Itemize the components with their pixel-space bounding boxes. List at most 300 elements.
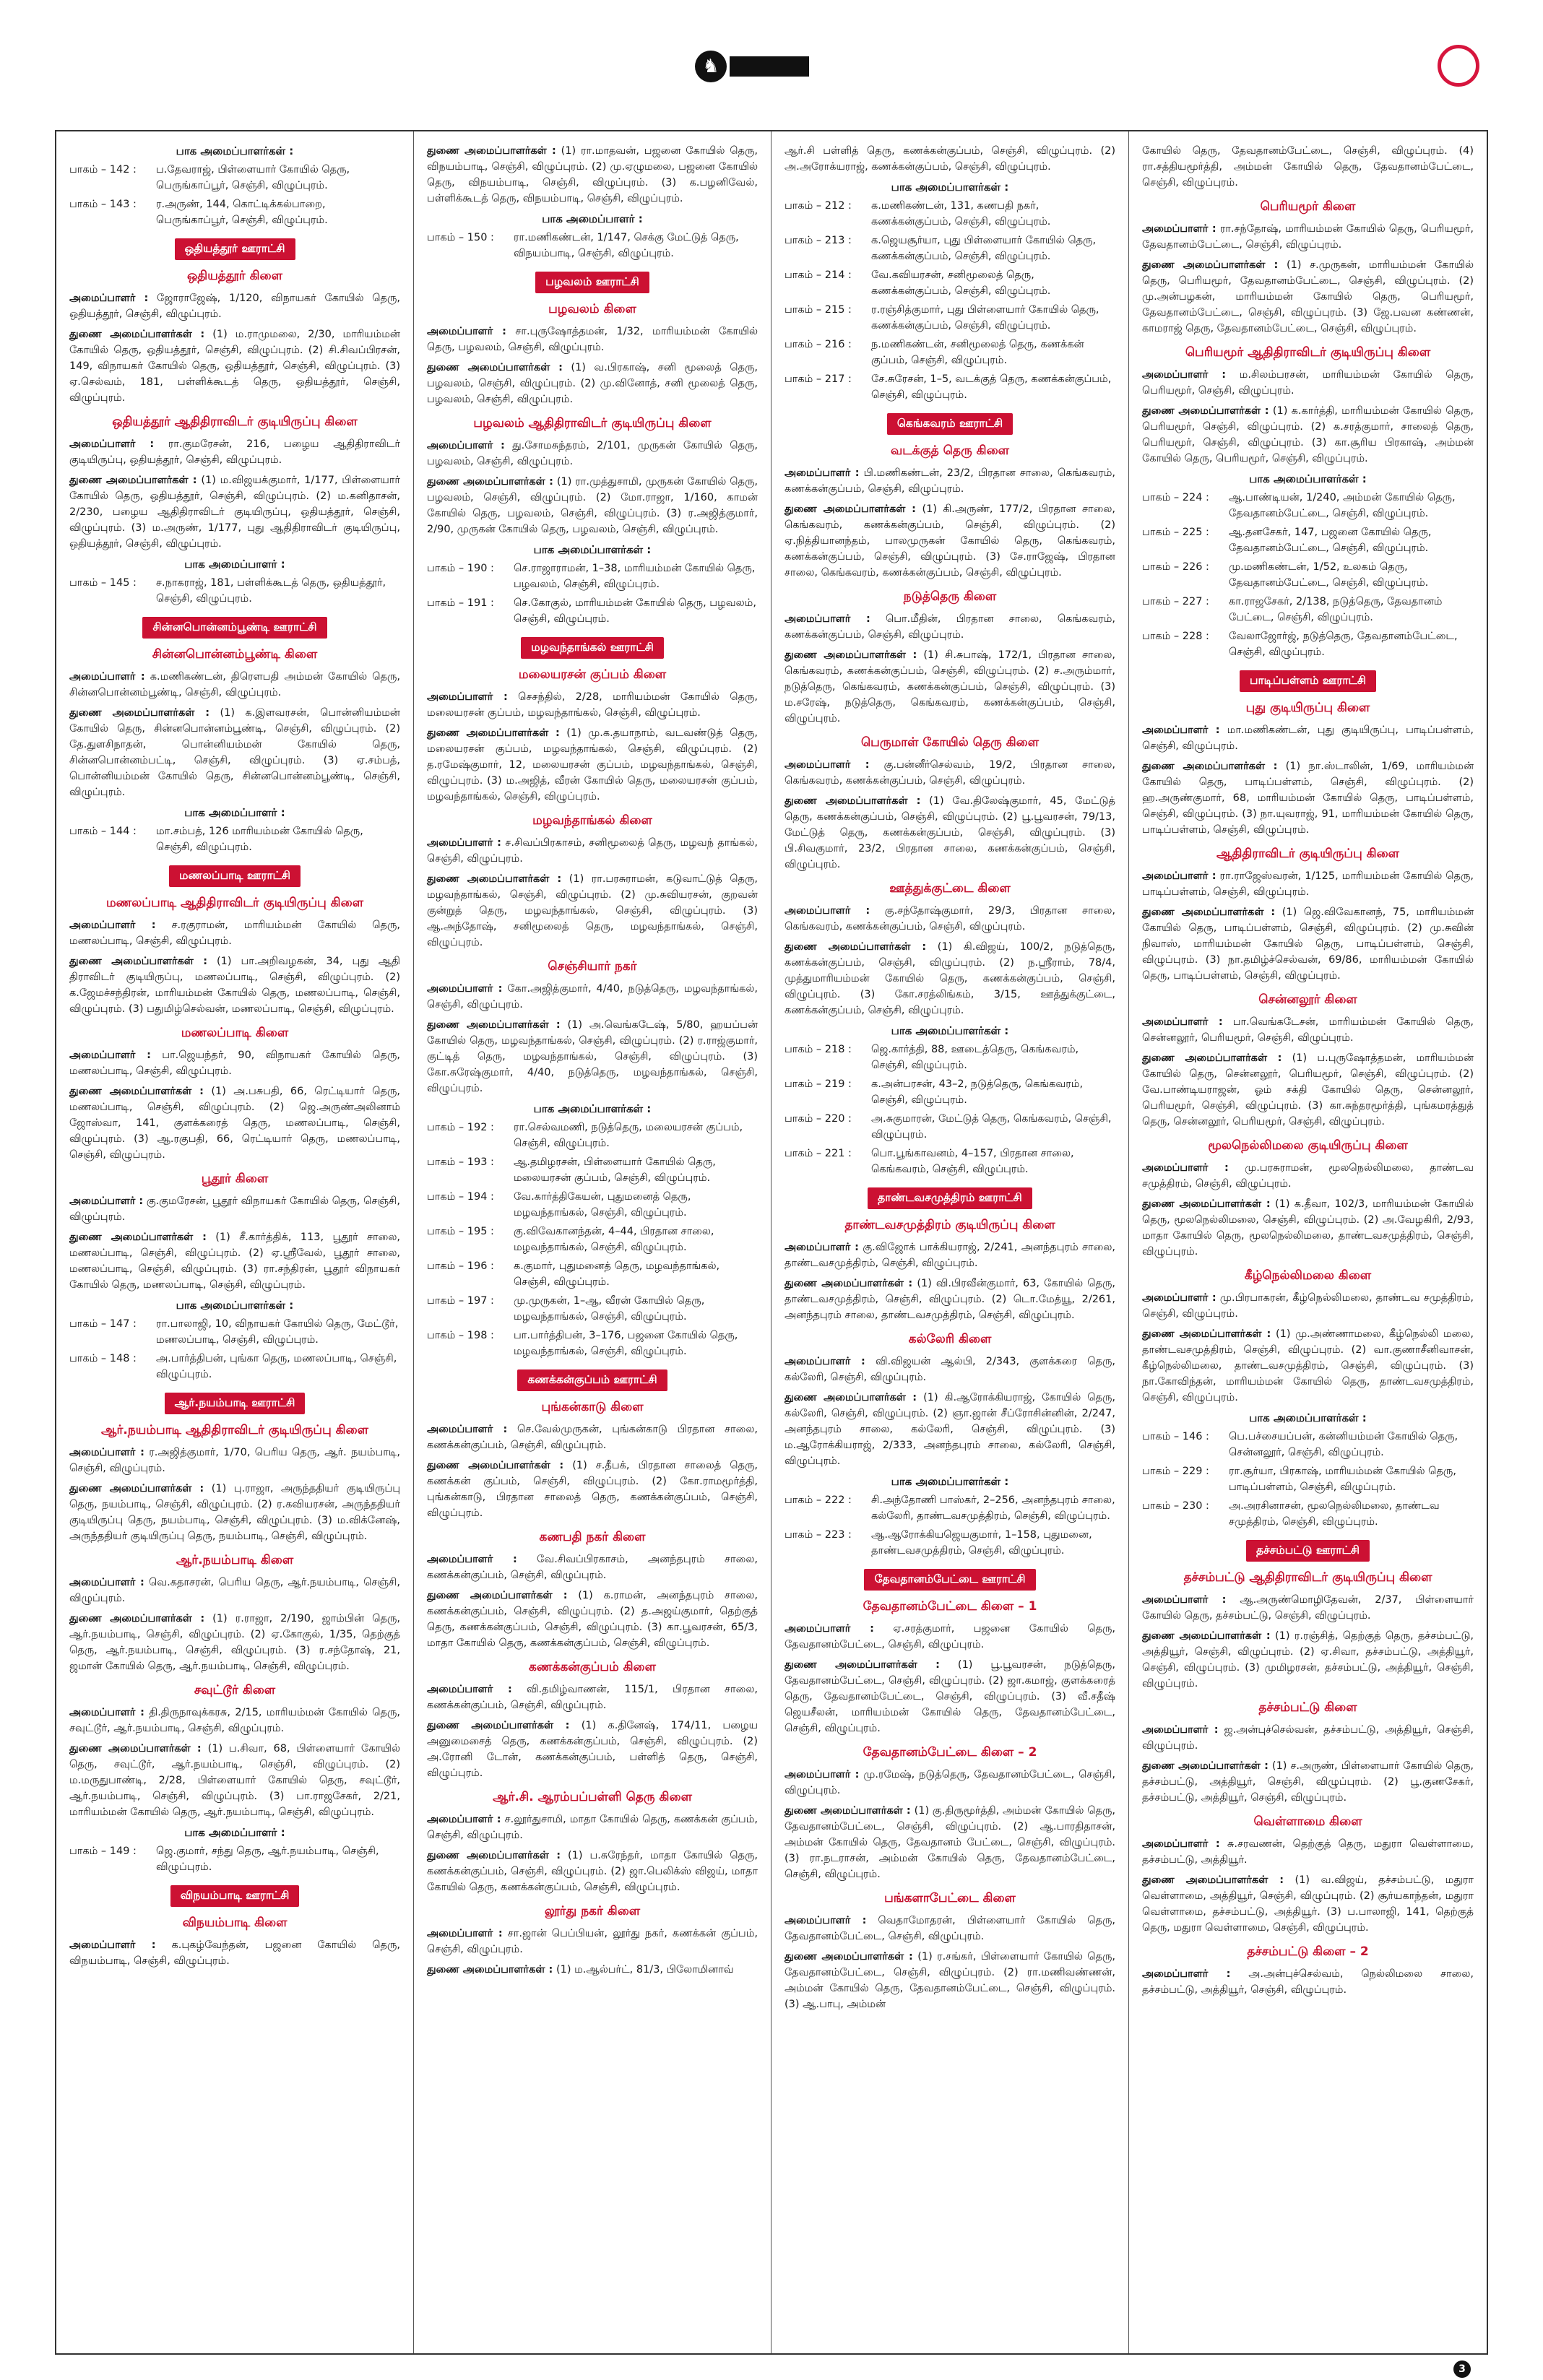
member-entry [69,1481,400,1544]
member-details: (1) ச.முருகன், மாரியம்மன் கோயில் தெரு, பெரியமூர், தேவதானம்பேட்டை, செஞ்சி, விழுப்புரம். (2) மு.அன்பழகன், மாரியம்மன் கோயில் தெரு, பெரியமூர், தேவதானம்பேட்டை, செஞ்சி, விழுப்புரம். (3) ஜே.பவன கண்ணன், காமராஜ் தெரு, தேவதானம்பேட்டை, செஞ்சி, விழுப்புரம். [1142,259,1474,334]
member-entry [1142,403,1474,467]
part-number: பாகம் – 145 : [69,577,137,589]
member-entry [427,438,758,469]
part-row [427,1224,758,1255]
village-heading-label: பழவலம் ஊராட்சி [535,272,649,293]
part-row [785,1527,1115,1559]
part-details: பா.பார்த்திபன், 3–176, பஜனை கோயில் தெரு, மழவந்தாங்கல், செஞ்சி, விழுப்புரம். [514,1330,738,1357]
role-label: துணை அமைப்பாளர்கள் : [1142,1052,1282,1064]
village-heading-label: பாடிப்பள்ளம் ஊராட்சி [1240,670,1376,692]
member-entry [427,1552,758,1583]
part-number: பாகம் – 190 : [427,563,494,574]
member-details: வெதாமோதரன், பிள்ளையார் கோயில் தெரு, தேவதானம்பேட்டை, செஞ்சி, விழுப்புரம். [785,1915,1115,1942]
village-heading [785,1187,1115,1209]
part-number: பாகம் – 226 : [1142,561,1209,573]
part-number: பாகம் – 223 : [785,1529,852,1541]
member-entry [785,1657,1115,1736]
member-details: ஆர்.சி பள்ளித் தெரு, கணக்கன்குப்பம், செஞ்சி, விழுப்புரம். (2) அ.அரோக்யராஜ், கணக்கன்குப்பம், செஞ்சி, விழுப்புரம். [785,145,1115,173]
member-entry [427,689,758,721]
part-number: பாகம் – 144 : [69,826,137,837]
corner-ring-icon [1438,45,1479,87]
member-entry [785,1913,1115,1944]
member-entry [69,917,400,949]
member-entry [785,793,1115,873]
member-entry [785,1354,1115,1385]
member-entry [1142,257,1474,337]
role-label: அமைப்பாளர் : [427,440,505,451]
role-label: துணை அமைப்பாளர்கள் : [427,1850,561,1861]
part-details: செ.கோகுல், மாரியம்மன் கோயில் தெரு, பழவலம், செஞ்சி, விழுப்புரம். [514,597,756,625]
part-row [785,198,1115,230]
member-entry [1142,1836,1474,1868]
part-number: பாகம் – 222 : [785,1494,852,1506]
column-2 [414,131,772,2353]
member-entry [427,1017,758,1096]
member-entry [785,611,1115,643]
part-details: க.அன்பரசன், 43–2, நடுத்தெரு, கெங்கவரம், செஞ்சி, விழுப்புரம். [871,1078,1084,1106]
part-row [69,1316,400,1348]
role-label: அமைப்பாளர் : [785,905,870,917]
member-details: (1) பூ.பூவரசன், நடுத்தெரு, தேவதானம்பேட்டை, செஞ்சி, விழுப்புரம். (2) ஜா.கமாஜ், குளக்கரைத் தெரு, தேவதானம்பேட்டை, செஞ்சி, விழுப்புரம். (3) வீ.சதீஷ் ஜெயசீலன், மாரியம்மன் கோயில் தெரு, தேவதானம்பேட்டை, செஞ்சி, விழுப்புரம். [785,1659,1115,1734]
section-subheading: பாக அமைப்பாளர்கள் : [176,144,294,157]
member-entry [69,705,400,800]
section-subheading: பாக அமைப்பாளர் : [184,558,285,571]
village-heading-label: தாண்டவசமுத்திரம் ஊராட்சி [868,1187,1032,1209]
village-heading [69,1393,400,1414]
member-entry [427,1682,758,1713]
part-details: ரா.பாலாஜி, 10, விநாயகர் கோயில் தெரு, மேட்டூர், மணலப்பாடி, செஞ்சி, விழுப்புரம். [156,1318,399,1346]
member-details: ச.லூர்துசாமி, மாதா கோயில் தெரு, கணக்கன் குப்பம், செஞ்சி, விழுப்புரம். [427,1814,758,1841]
member-details: (1) அ.வெங்கடேஷ், 5/80, ஹயப்பன் கோயில் தெரு, மழவந்தாங்கல், செஞ்சி, விழுப்புரம். (2) ர.ராஜ்குமார், குட்டித் தெரு, மழவந்தாங்கல், செஞ்சி, விழுப்புரம். (3) கோ.சுரேஷ்குமார், 4/40, நடுத்தெரு, மழவந்தாங்கல், செஞ்சி, விழுப்புரம். [427,1019,758,1094]
member-entry [427,324,758,355]
part-number: பாகம் – 227 : [1142,596,1209,607]
role-label: துணை அமைப்பாளர்கள் : [1142,761,1278,772]
member-details: (1) ம.ஆல்பர்ட், 81/3, பிலோமினாவ் [556,1964,734,1976]
part-row [69,1843,400,1875]
column-4 [1129,131,1487,2353]
member-details: பா.வெங்கடேசன், மாரியம்மன் கோயில் தெரு, சென்னலூர், பெரியமூர், செஞ்சி, விழுப்புரம். [1142,1016,1474,1044]
member-details: வே.சிவப்பிரகாசம், அனந்தபுரம் சாலை, கணக்கன்குப்பம், செஞ்சி, விழுப்புரம். [427,1554,758,1581]
role-label: அமைப்பாளர் : [427,983,503,995]
role-label: அமைப்பாளர் : [427,1554,517,1565]
member-details: கு.சந்தோஷ்குமார், 29/3, பிரதான சாலை, கெங்கவரம், கணக்கன்குப்பம், செஞ்சி, விழுப்புரம். [785,905,1116,932]
part-details: மா.சம்பத், 126 மாரியம்மன் கோயில் தெரு, செஞ்சி, விழுப்புரம். [156,826,363,853]
role-label: அமைப்பாளர் : [427,837,501,849]
part-details: ரா.சூர்யா, பிரகாஷ், மாரியம்மன் கோயில் தெரு, பாடிப்பள்ளம், செஞ்சி, விழுப்புரம். [1229,1466,1456,1493]
member-entry [69,290,400,322]
member-entry [1142,143,1474,191]
role-label: துணை அமைப்பாளர்கள் : [69,1232,207,1243]
member-entry [1142,868,1474,900]
member-details: து.சோமசுந்தரம், 2/101, முருகன் கோயில் தெரு, பழவலம், செஞ்சி, விழுப்புரம். [427,440,758,467]
branch-heading: பெருமாள் கோயில் தெரு கிளை [860,735,1040,750]
part-row [785,1076,1115,1108]
role-label: அமைப்பாளர் : [69,1707,144,1718]
member-details: ஜ.அன்புச்செல்வன், தச்சம்பட்டு, அத்தியூர், செஞ்சி, விழுப்புரம். [1142,1724,1474,1752]
member-entry [69,436,400,468]
role-label: துணை அமைப்பாளர்கள் : [1142,1328,1271,1340]
member-details: க.புகழ்வேந்தன், பஜனை கோயில் தெரு, விநயம்பாடி, செஞ்சி, விழுப்புரம். [69,1939,400,1967]
branch-heading: வெள்ளாமை கிளை [1253,1814,1362,1829]
member-entry [1142,1050,1474,1130]
role-label: அமைப்பாளர் : [427,691,508,703]
village-heading-label: தேவதானம்பேட்டை ஊராட்சி [864,1569,1035,1591]
part-number: பாகம் – 221 : [785,1148,852,1159]
village-heading [427,637,758,659]
branch-heading: மழவந்தாங்கல் கிளை [532,813,652,828]
role-label: அமைப்பாளர் : [427,1684,512,1695]
role-label: துணை அமைப்பாளர்கள் : [427,1590,568,1601]
branch-heading: தச்சம்பட்டு கிளை – 2 [1247,1944,1369,1959]
part-row [427,1293,758,1325]
part-details: ப.தேவராஜ், பிள்ளையார் கோயில் தெரு, பெருங்காப்பூர், செஞ்சி, விழுப்புரம். [156,164,350,191]
role-label: அமைப்பாளர் : [785,1356,865,1367]
member-entry [785,1276,1115,1323]
member-details: (1) அ.பசுபதி, 66, ரெட்டியார் தெரு, மணலப்பாடி, செஞ்சி, விழுப்புரம். (2) ஜெ.அருண்அலினாம் ஜோஸ்வா, 141, குளக்கரைத் தெரு, மணலப்பாடி, செஞ்சி, விழுப்புரம். (3) ஆ.ரகுபதி, 66, ரெட்டியார் தெரு, மணலப்பாடி, செஞ்சி, விழுப்புரம். [69,1086,400,1161]
part-row [427,561,758,592]
part-number: பாகம் – 146 : [1142,1431,1209,1442]
part-row [427,1258,758,1290]
member-entry [785,647,1115,727]
column-1 [56,131,414,2353]
role-label: துணை அமைப்பாளர்கள் : [427,1720,570,1731]
branch-heading: பெரியமூர் கிளை [1260,199,1356,214]
branch-heading: சின்னபொன்னம்பூண்டி கிளை [152,647,318,662]
role-label: அமைப்பாளர் : [69,1939,156,1951]
part-row [1142,594,1474,626]
village-heading [785,1569,1115,1591]
part-number: பாகம் – 225 : [1142,527,1209,538]
member-details: கோ.அஜித்குமார், 4/40, நடுத்தெரு, மழவந்தாங்கல், செஞ்சி, விழுப்புரம். [427,983,758,1011]
member-details: ஜோராஜேஷ், 1/120, விநாயகர் கோயில் தெரு, ஒதியத்தூர், செஞ்சி, விழுப்புரம். [69,293,401,320]
role-label: அமைப்பாளர் : [785,1242,859,1253]
member-details: சா.புருஷோத்தமன், 1/32, மாரியம்மன் கோயில் தெரு, பழவலம், செஞ்சி, விழுப்புரம். [427,326,758,353]
role-label: துணை அமைப்பாளர்கள் : [785,649,917,661]
role-label: துணை அமைப்பாளர்கள் : [427,1019,561,1031]
part-details: ந.மணிகண்டன், சனிமூலைத் தெரு, கணக்கன் குப்பம், செஞ்சி, விழுப்புரம். [871,339,1084,366]
section-subheading: பாக அமைப்பாளர்கள் : [533,1102,652,1115]
member-details: செ.வேல்முருகன், புங்கன்காடு பிரதான சாலை, கணக்கன்குப்பம், செஞ்சி, விழுப்புரம். [427,1424,758,1451]
part-details: அ.பார்த்திபன், புங்கா தெரு, மணலப்பாடி, செஞ்சி, விழுப்புரம். [156,1353,397,1380]
member-details: (1) வி.பிரவீன்குமார், 63, கோயில் தெரு, தாண்டவசமுத்திரம், செஞ்சி, விழுப்புரம். (2) டொ.மேத்யூ, 2/261, அனந்தபுரம் சாலை, தாண்டவசமுத்திரம், செஞ்சி, விழுப்புரம். [785,1278,1115,1321]
member-details: (1) ரா.பரசுராமன், கடுவாட்டுத் தெரு, மழவந்தாங்கல், செஞ்சி, விழுப்புரம். (2) மு.சுவியரசன், குறவன் குன்றுத் தெரு, மழவந்தாங்கல், செஞ்சி, விழுப்புரம். (3) ஆ.அந்தோஷ், சனிமூலைத் தெரு, மழவந்தாங்கல், செஞ்சி, விழுப்புரம். [427,873,758,948]
part-number: பாகம் – 217 : [785,373,852,385]
member-entry [1142,758,1474,838]
role-label: அமைப்பாளர் : [69,1577,144,1588]
role-label: துணை அமைப்பாளர்கள் : [69,1483,204,1494]
branch-heading: நடுத்தெரு கிளை [903,589,997,604]
role-label: அமைப்பாளர் : [785,467,860,479]
part-number: பாகம் – 212 : [785,200,852,212]
part-details: ஆ.தமிழரசன், பிள்ளையார் கோயில் தெரு, மலையரசன் குப்பம், செஞ்சி, விழுப்புரம். [514,1156,716,1184]
village-heading-label: மழவந்தாங்கல் ஊராட்சி [521,637,664,659]
role-label: அமைப்பாளர் : [1142,1162,1229,1174]
part-number: பாகம் – 193 : [427,1156,494,1168]
part-details: கு.விவேகானந்தன், 4–44, பிரதான சாலை, மழவந்தாங்கல், செஞ்சி, விழுப்புரம். [514,1226,714,1253]
branch-heading: மணலப்பாடி ஆதிதிராவிடர் குடியிருப்பு கிளை [105,896,364,910]
role-label: துணை அமைப்பாளர்கள் : [1142,1760,1268,1772]
branch-heading: செஞ்சியார் நகர் [548,959,637,974]
village-heading-label: ஆர்.நயம்பாடி ஊராட்சி [165,1393,306,1414]
part-details: அ.சுகுமாரன், மேட்டுத் தெரு, கெங்கவரம், செஞ்சி, விழுப்புரம். [871,1113,1112,1141]
member-details: கோயில் தெரு, தேவதானம்பேட்டை, செஞ்சி, விழுப்புரம். (4) ரா.சத்தியமூர்த்தி, அம்மன் கோயில் தெரு, தேவதானம்பேட்டை, செஞ்சி, விழுப்புரம். [1142,145,1474,189]
member-details: ரா.குமரேசன், 216, பழைய ஆதிதிராவிடர் குடியிருப்பு, ஒதியத்தூர், செஞ்சி, விழுப்புரம். [69,438,400,466]
member-details: (1) வ.பிரகாஷ், சனி மூலைத் தெரு, பழவலம், செஞ்சி, விழுப்புரம். (2) மு.வினோத், சனி மூலைத் தெரு, பழவலம், செஞ்சி, விழுப்புரம். [427,362,758,405]
member-details: மு.பிரபாகரன், கீழ்நெல்லிமலை, தாண்டவ சமுத்திரம், செஞ்சி, விழுப்புரம். [1142,1292,1474,1320]
member-entry [427,1848,758,1895]
member-entry [69,1611,400,1674]
member-entry [785,465,1115,497]
branch-heading: மூலநெல்லிமலை குடியிருப்பு கிளை [1208,1138,1408,1153]
branch-heading: லூர்து நகர் கிளை [544,1904,641,1918]
branch-heading: ஆதிதிராவிடர் குடியிருப்பு கிளை [1216,847,1399,861]
section-subheading: பாக அமைப்பாளர்கள் : [891,1475,1009,1488]
role-label: அமைப்பாளர் : [785,759,870,771]
role-label: துணை அமைப்பாளர்கள் : [1142,906,1276,918]
part-details: க.குமார், புதுமனைத் தெரு, மழவந்தாங்கல், செஞ்சி, விழுப்புரம். [514,1260,720,1288]
role-label: துணை அமைப்பாளர்கள் : [427,727,560,739]
part-row [427,1120,758,1151]
member-details: சு.சரவணன், தெற்குத் தெரு, மதுரா வெள்ளாமை, தச்சம்பட்டு, அத்தியூர். [1142,1838,1474,1866]
member-details: (1) ச.அருண், பிள்ளையார் கோயில் தெரு, தச்சம்பட்டு, அத்தியூர், செஞ்சி, விழுப்புரம். (2) பூ.குணசேகர், தச்சம்பட்டு, அத்தியூர், செஞ்சி, விழுப்புரம். [1142,1760,1474,1804]
part-row [1142,1463,1474,1495]
branch-heading: பழவலம் கிளை [548,302,636,316]
member-entry [427,1812,758,1843]
part-details: கா.ராஜசேகர், 2/138, நடுத்தெரு, தேவதானம் பேட்டை, செஞ்சி, விழுப்புரம். [1229,596,1443,623]
member-entry [427,1926,758,1957]
member-entry [785,1949,1115,2012]
role-label: துணை அமைப்பாளர்கள் : [1142,1630,1271,1642]
part-row [1142,1498,1474,1530]
member-entry [427,835,758,867]
member-entry [1142,1014,1474,1046]
role-label: அமைப்பாளர் : [69,1447,144,1458]
part-details: சி.அந்தோணி பாஸ்கர், 2–256, அனந்தபுரம் சாலை, கல்லேரி, தாண்டவசமுத்திரம், செஞ்சி, விழுப்புரம். [871,1494,1115,1522]
part-number: பாகம் – 230 : [1142,1500,1209,1512]
village-heading [427,272,758,293]
member-entry [785,1390,1115,1469]
part-details: ரா.செல்வமணி, நடுத்தெரு, மலையரசன் குப்பம், செஞ்சி, விழுப்புரம். [514,1122,743,1149]
role-label: அமைப்பாளர் : [427,1814,501,1825]
member-entry [1142,1628,1474,1692]
role-label: அமைப்பாளர் : [427,1424,508,1435]
branch-heading: விநயம்பாடி கிளை [182,1916,288,1930]
role-label: துணை அமைப்பாளர்கள் : [785,503,916,515]
member-details: (1) க.இளவரசன், பொன்னியம்மன் கோயில் தெரு, சின்னபொன்னம்பூண்டி, செஞ்சி, விழுப்புரம். (2) தே.துளசிநாதன், பொன்னியம்மன் கோயில் தெரு, சின்னபொன்னம்பட்டி, செஞ்சி, விழுப்புரம். (3) ஏ.சம்பத், பொன்னியம்மன் கோயில் தெரு, சின்னபொன்னம்பூண்டி, செஞ்சி, விழுப்புரம். [69,707,400,798]
section-subheading: பாக அமைப்பாளர்கள் : [1249,1411,1367,1424]
member-entry [69,1083,400,1163]
part-row [427,1189,758,1221]
member-entry [427,474,758,537]
member-details: (1) க.ராமன், அனந்தபுரம் சாலை, கணக்கன்குப்பம், செஞ்சி, விழுப்புரம். (2) த.அஜய்குமார், தெற்குத் தெரு, கணக்கன்குப்பம், செஞ்சி, விழுப்புரம். (3) கா.பூவரசன், 65/3, மாதா கோயில் தெரு, கணக்கன்குப்பம், செஞ்சி, விழுப்புரம். [427,1590,758,1649]
member-entry [1142,221,1474,253]
part-details: ரா.மணிகண்டன், 1/147, செக்கு மேட்டுத் தெரு, விநயம்பாடி, செஞ்சி, விழுப்புரம். [514,232,739,259]
member-entry [785,939,1115,1018]
village-heading [69,617,400,639]
member-details: (1) க.கார்த்தி, மாரியம்மன் கோயில் தெரு, பெரியமூர், செஞ்சி, விழுப்புரம். (2) க.சரத்குமார், சாலைத் தெரு, பெரியமூர், செஞ்சி, விழுப்புரம். (3) கா.சூரிய பிரகாஷ், அம்மன் கோயில் தெரு, பெரியமூர், செஞ்சி, விழுப்புரம். [1142,405,1474,464]
member-details: சா.ஜான் பெப்பியன், லூர்து நகர், கணக்கன் குப்பம், செஞ்சி, விழுப்புரம். [427,1928,758,1955]
member-entry [1142,1722,1474,1754]
branch-heading: சவுட்டூர் கிளை [194,1683,276,1697]
role-label: துணை அமைப்பாளர்கள் : [1142,1198,1271,1210]
role-label: துணை அமைப்பாளர்கள் : [785,1278,913,1289]
member-details: (1) கி.விஜய், 100/2, நடுத்தெரு, கணக்கன்குப்பம், செஞ்சி, விழுப்புரம். (2) ந.ஸ்ரீராம், 78/4, முத்துமாரியம்மன் கோயில் தெரு, கணக்கன்குப்பம், செஞ்சி, விழுப்புரம். (3) கோ.சரத்லிங்கம், 3/15, ஊத்துக்குட்டை, கணக்கன்குப்பம், செஞ்சி, விழுப்புரம். [785,941,1115,1016]
member-entry [785,903,1115,935]
section-subheading: பாக அமைப்பாளர்கள் : [891,181,1009,194]
member-details: (1) கி.ஆரோக்கியராஜ், கோயில் தெரு, கல்லேரி, செஞ்சி, விழுப்புரம். (2) ஞா.ஜான் சீப்ரோசின்னின், 2/247, அனந்தபுரம் சாலை, கல்லேரி, செஞ்சி, விழுப்புரம். (3) ம.ஆரோக்கியராஜ், 2/333, அனந்தபுரம் சாலை, கல்லேரி, செஞ்சி, விழுப்புரம். [785,1392,1115,1467]
village-heading [1142,670,1474,692]
member-entry [69,953,400,1017]
member-details: (1) ரா.முத்துசாமி, முருகன் கோயில் தெரு, பழவலம், செஞ்சி, விழுப்புரம். (2) மோ.ராஜா, 1/160, காமன் கோயில் தெரு, பழவலம், செஞ்சி, விழுப்புரம். (3) ர.அஜித்குமார், 2/90, முருகன் கோயில் தெரு, பழவலம், செஞ்சி, விழுப்புரம். [427,476,758,535]
member-entry [427,871,758,951]
village-heading-label: மணலப்பாடி ஊராட்சி [169,865,301,887]
part-row [69,196,400,228]
member-entry [69,326,400,406]
member-entry [69,472,400,552]
part-details: பொ.பூங்காவனம், 4–157, பிரதான சாலை, கெங்கவரம், செஞ்சி, விழுப்புரம். [871,1148,1074,1175]
role-label: துணை அமைப்பாளர்கள் : [1142,259,1279,271]
member-details: (1) ச.தீபக், பிரதான சாலைத் தெரு, கணக்கன் குப்பம், செஞ்சி, விழுப்புரம். (2) கோ.ராமமூர்த்தி, புங்கன்காடு, பிரதான சாலைத் தெரு, கணக்கன்குப்பம், செஞ்சி, விழுப்புரம். [427,1460,758,1519]
part-number: பாகம் – 147 : [69,1318,137,1330]
member-entry [69,1937,400,1969]
part-details: க.மணிகண்டன், 131, கணபதி நகர், கணக்கன்குப்பம், செஞ்சி, விழுப்புரம். [871,200,1051,228]
section-subheading: பாக அமைப்பாளர்கள் : [533,543,652,556]
member-details: கு.பன்னீர்செல்வம், 19/2, பிரதான சாலை, கெங்கவரம், கணக்கன்குப்பம், செஞ்சி, விழுப்புரம். [785,759,1116,787]
branch-heading: ஆர்.நயம்பாடி கிளை [176,1553,294,1567]
member-entry [69,1741,400,1820]
role-label: துணை அமைப்பாளர்கள் : [785,1392,917,1403]
member-entry [427,981,758,1013]
member-entry [1142,1592,1474,1624]
part-row [785,267,1115,299]
part-details: ச.நாகராஜ், 181, பள்ளிக்கூடத் தெரு, ஒதியத்தூர், செஞ்சி, விழுப்புரம். [156,577,386,605]
member-entry [1142,1758,1474,1806]
branch-heading: கணபதி நகர் கிளை [539,1530,646,1544]
member-details: வி.தமிழ்வாணன், 115/1, பிரதான சாலை, கணக்கன்குப்பம், செஞ்சி, விழுப்புரம். [427,1684,758,1711]
member-entry [785,143,1115,175]
branch-heading: புங்கன்காடு கிளை [541,1400,644,1414]
village-heading [427,1369,758,1391]
part-row [785,371,1115,403]
part-number: பாகம் – 218 : [785,1044,852,1055]
part-row [1142,1429,1474,1461]
branch-heading: பூதூர் கிளை [201,1172,269,1186]
role-label: துணை அமைப்பாளர்கள் : [427,873,562,885]
part-number: பாகம் – 191 : [427,597,494,609]
member-entry [1142,1326,1474,1406]
branch-heading: ஆர்.நயம்பாடி ஆதிதிராவிடர் குடியிருப்பு கிளை [101,1423,368,1437]
role-label: அமைப்பாளர் : [427,326,506,337]
branch-heading: தச்சம்பட்டு ஆதிதிராவிடர் குடியிருப்பு கிளை [1183,1570,1432,1585]
part-details: ர.ரஞ்சித்குமார், புது பிள்ளையார் கோயில் தெரு, கணக்கன்குப்பம், செஞ்சி, விழுப்புரம். [871,304,1099,332]
member-entry [1142,1290,1474,1322]
role-label: துணை அமைப்பாளர்கள் : [427,1460,564,1471]
section-subheading: பாக அமைப்பாளர் : [184,806,285,819]
part-row [427,595,758,627]
part-details: பெ.பச்சையப்பன், கன்னியம்மன் கோயில் தெரு, சென்னலூர், செஞ்சி, விழுப்புரம். [1229,1431,1458,1458]
role-label: அமைப்பாளர் : [69,438,155,450]
member-details: மு.பரசுராமன், மூலநெல்லிமலை, தாண்டவ சமுத்திரம், செஞ்சி, விழுப்புரம். [1142,1162,1474,1190]
member-details: க.மணிகண்டன், திரௌபதி அம்மன் கோயில் தெரு, சின்னபொன்னம்பூண்டி, செஞ்சி, விழுப்புரம். [69,671,401,698]
member-entry [69,1193,400,1225]
member-details: (1) ம.ராமுமலை, 2/30, மாரியம்மன் கோயில் தெரு, ஒதியத்தூர், செஞ்சி, விழுப்புரம். (2) சி.சிவப்பிரசன், 149, விநாயகர் கோயில் தெரு, ஒதியத்தூர், செஞ்சி, விழுப்புரம். (3) ஏ.செல்வம், 181, பள்ளிக்கூடத் தெரு, ஒதியத்தூர், செஞ்சி, விழுப்புரம். [69,329,400,404]
part-number: பாகம் – 142 : [69,164,137,176]
member-details: ர.அஜித்குமார், 1/70, பெரிய தெரு, ஆர். நயம்பாடி, செஞ்சி, விழுப்புரம். [69,1447,401,1474]
part-number: பாகம் – 229 : [1142,1466,1209,1477]
member-details: கு.விஜோக் பாக்கியராஜ், 2/241, அனந்தபுரம் சாலை, தாண்டவசமுத்திரம், செஞ்சி, விழுப்புரம். [785,1242,1115,1269]
village-heading [1142,1540,1474,1562]
role-label: துணை அமைப்பாளர்கள் : [69,1743,202,1754]
section-subheading: பாக அமைப்பாளர்கள் : [891,1024,1009,1037]
part-details: அ.அரசினாசன், மூலநெல்லிமலை, தாண்டவ சமுத்திரம், செஞ்சி, விழுப்புரம். [1229,1500,1440,1528]
part-details: ஜெ.கார்த்தி, 88, ஊடைத்தெரு, கெங்கவரம், செஞ்சி, விழுப்புரம். [871,1044,1079,1071]
member-details: (1) க.தினேஷ், 174/11, பழைய அனுமைசைத் தெரு, கணக்கன்குப்பம், செஞ்சி, விழுப்புரம். (2) அ.ரோனி டோன், கணக்கன்குப்பம், பள்ளித் தெரு, செஞ்சி, விழுப்புரம். [427,1720,758,1779]
village-heading-label: ஒதியத்தூர் ஊராட்சி [175,238,295,260]
member-details: (1) ர.ராஜா, 2/190, ஜாம்பின் தெரு, ஆர்.நயம்பாடி, செஞ்சி, விழுப்புரம். (2) ஏ.கோகுல், 1/35, தெற்குத் தெரு, ஆர்.நயம்பாடி, செஞ்சி, விழுப்புரம். (3) ர.சந்தோஷ், 21, ஜமான் கோயில் தெரு, ஆர்.நயம்பாடி, செஞ்சி, விழுப்புரம். [69,1613,400,1672]
part-details: வே.கார்த்திகேயன், புதுமனைத் தெரு, மழவந்தாங்கல், செஞ்சி, விழுப்புரம். [514,1191,691,1219]
part-row [69,162,400,194]
branch-heading: புது குடியிருப்பு கிளை [1245,701,1370,715]
part-row [785,233,1115,264]
member-entry [785,1767,1115,1799]
member-details: (1) ப.புருஷோத்தமன், மாரியம்மன் கோயில் தெரு, சென்னலூர், பெரியமூர், செஞ்சி, விழுப்புரம். (2) வே.பாண்டியராஜன், ஓம் சக்தி கோயில் தெரு, சென்னலூர், பெரியமூர், செஞ்சி, விழுப்புரம். (3) கா.சுந்தரமூர்த்தி, புங்கமரத்துத் தெரு, சென்னலூர், பெரியமூர், செஞ்சி, விழுப்புரம். [1142,1052,1474,1128]
member-details: (1) வே.திலேஷ்குமார், 45, மேட்டுத் தெரு, கணக்கன்குப்பம், செஞ்சி, விழுப்புரம். (2) பூ.பூவரசன், 79/13, மேட்டுத் தெரு, கணக்கன்குப்பம், செஞ்சி, விழுப்புரம். (3) பி.சிவகுமார், 23/2, பிரதான சாலை, கணக்கன்குப்பம், செஞ்சி, விழுப்புரம். [785,795,1116,870]
member-details: (1) பா.அறிவழகன், 34, புது ஆதி திராவிடர் குடியிருப்பு, மணலப்பாடி, செஞ்சி, விழுப்புரம். (2) க.ஜேமச்சந்திரன், மாரியம்மன் கோயில் தெரு, மணலப்பாடி, செஞ்சி, விழுப்புரம். (3) பதுமிழ்செல்வன், மணலப்பாடி, செஞ்சி, விழுப்புரம். [69,956,401,1015]
part-row [1142,524,1474,556]
part-details: மு.மணிகண்டன், 1/52, உலகம் தெரு, தேவதானம்பேட்டை, செஞ்சி, விழுப்புரம். [1229,561,1429,589]
member-details: தி.திருநாவுக்கரசு, 2/15, மாரியம்மன் கோயில் தெரு, சவுட்டூர், ஆர்.நயம்பாடி, செஞ்சி, விழுப்புரம். [69,1707,400,1734]
part-row [1142,490,1474,522]
section-subheading: பாக அமைப்பாளர்கள் : [1249,472,1367,485]
branch-heading: மணலப்பாடி கிளை [181,1026,289,1040]
part-row [69,823,400,855]
member-details: (1) வ.விஜய், தச்சம்பட்டு, மதுரா வெள்ளாமை, அத்தியூர், செஞ்சி, விழுப்புரம். (2) சூர்யகாந்தன், மதுரா வெள்ளாமை, தச்சம்பட்டு, அத்தியூர். (3) ப.பாலாஜி, 141, தெற்குத் தெரு, மதுரா வெள்ளாமை, செஞ்சி, விழுப்புரம். [1142,1874,1474,1934]
member-entry [69,1445,400,1476]
part-details: ஆ.தனசேகர், 147, பஜனை கோயில் தெரு, தேவதானம்பேட்டை, செஞ்சி, விழுப்புரம். [1229,527,1432,554]
member-details: (1) கி.அருண், 177/2, பிரதான சாலை, கெங்கவரம், கணக்கன்குப்பம், செஞ்சி, விழுப்புரம். (2) ஏ.நித்தியானந்தம், பாலமுருகன் கோயில் தெரு, கெங்கவரம், கணக்கன்குப்பம், செஞ்சி, விழுப்புரம். (3) சே.ராஜேஷ், பிரதான சாலை, கெங்கவரம், கணக்கன்குப்பம், செஞ்சி, விழுப்புரம். [785,503,1116,579]
member-details: பி.மணிகண்டன், 23/2, பிரதான சாலை, கெங்கவரம், கணக்கன்குப்பம், செஞ்சி, விழுப்புரம். [785,467,1116,495]
branch-heading: ஊத்துக்குட்டை கிளை [889,881,1011,896]
member-details: ச.ரகுராமன், மாரியம்மன் கோயில் தெரு, மணலப்பாடி, செஞ்சி, விழுப்புரம். [69,919,401,947]
part-row [427,1328,758,1359]
role-label: அமைப்பாளர் : [1142,870,1216,882]
role-label: அமைப்பாளர் : [69,919,156,931]
role-label: அமைப்பாளர் : [1142,223,1216,235]
role-label: துணை அமைப்பாளர்கள் : [785,1951,913,1963]
village-heading-label: கணக்கன்குப்பம் ஊராட்சி [517,1369,667,1391]
role-label: துணை அமைப்பாளர்கள் : [69,956,208,967]
member-entry [69,669,400,701]
member-details: (1) ரா.மாதவன், பஜனை கோயில் தெரு, விநயம்பாடி, செஞ்சி, விழுப்புரம். (2) மு.ஏழுமலை, பஜனை கோயில் தெரு, விநயம்பாடி, செஞ்சி, விழுப்புரம். (3) க.பழனிவேல், பள்ளிக்கூடத் தெரு, விநயம்பாடி, செஞ்சி, விழுப்புரம். [427,145,758,204]
member-details: பா.ஜெயந்தர், 90, விநாயகர் கோயில் தெரு, மணலப்பாடி, செஞ்சி, விழுப்புரம். [69,1050,400,1077]
member-entry [427,1588,758,1651]
part-details: வேலாஜோர்ஜ், நடுத்தெரு, தேவதானம்பேட்டை, செஞ்சி, விழுப்புரம். [1229,631,1458,658]
member-details: (1) கு.திருமூர்த்தி, அம்மன் கோயில் தெரு, தேவதானம்பேட்டை, செஞ்சி, விழுப்புரம். (2) ஆ.பாரதிதாசன், அம்மன் கோயில் தெரு, தேவதானம் பேட்டை, செஞ்சி, விழுப்புரம். (3) ரா.நடராசன், அம்மன் கோயில் தெரு, தேவதானம்பேட்டை, செஞ்சி, விழுப்புரம். [785,1805,1116,1880]
branch-heading: கல்லேரி கிளை [908,1332,992,1346]
member-details: (1) ர.ரஞ்சித், தெற்குத் தெரு, தச்சம்பட்டு, அத்தியூர், செஞ்சி, விழுப்புரம். (2) ஏ.சிவா, தச்சம்பட்டு, அத்தியூர், செஞ்சி, விழுப்புரம். (3) முமிழரசன், தச்சம்பட்டு, அத்தியூர், செஞ்சி, விழுப்புரம். [1142,1630,1474,1689]
village-heading [69,865,400,887]
branch-heading: ஒதியத்தூர் கிளை [187,269,282,283]
part-details: க.ஜெயசூர்யா, புது பிள்ளையார் கோயில் தெரு, கணக்கன்குப்பம், செஞ்சி, விழுப்புரம். [871,235,1097,262]
member-details: அ.அன்புச்செல்வம், நெல்லிமலை சாலை, தச்சம்பட்டு, அத்தியூர், செஞ்சி, விழுப்புரம். [1142,1968,1474,1996]
role-label: அமைப்பாளர் : [427,1928,503,1939]
member-details: (1) ப.சுரேந்தர், மாதா கோயில் தெரு, கணக்கன்குப்பம், செஞ்சி, விழுப்புரம். (2) ஜா.பெலிக்ஸ் விஜய், மாதா கோயில் தெரு, கணக்கன்குப்பம், செஞ்சி, விழுப்புரம். [427,1850,758,1893]
listing-page [55,130,1488,2355]
role-label: அமைப்பாளர் : [785,1769,860,1780]
member-entry [785,1621,1115,1653]
member-details: ஏ.சரத்குமார், பஜனை கோயில் தெரு, தேவதானம்பேட்டை, செஞ்சி, விழுப்புரம். [785,1623,1116,1650]
masthead [0,0,1543,77]
